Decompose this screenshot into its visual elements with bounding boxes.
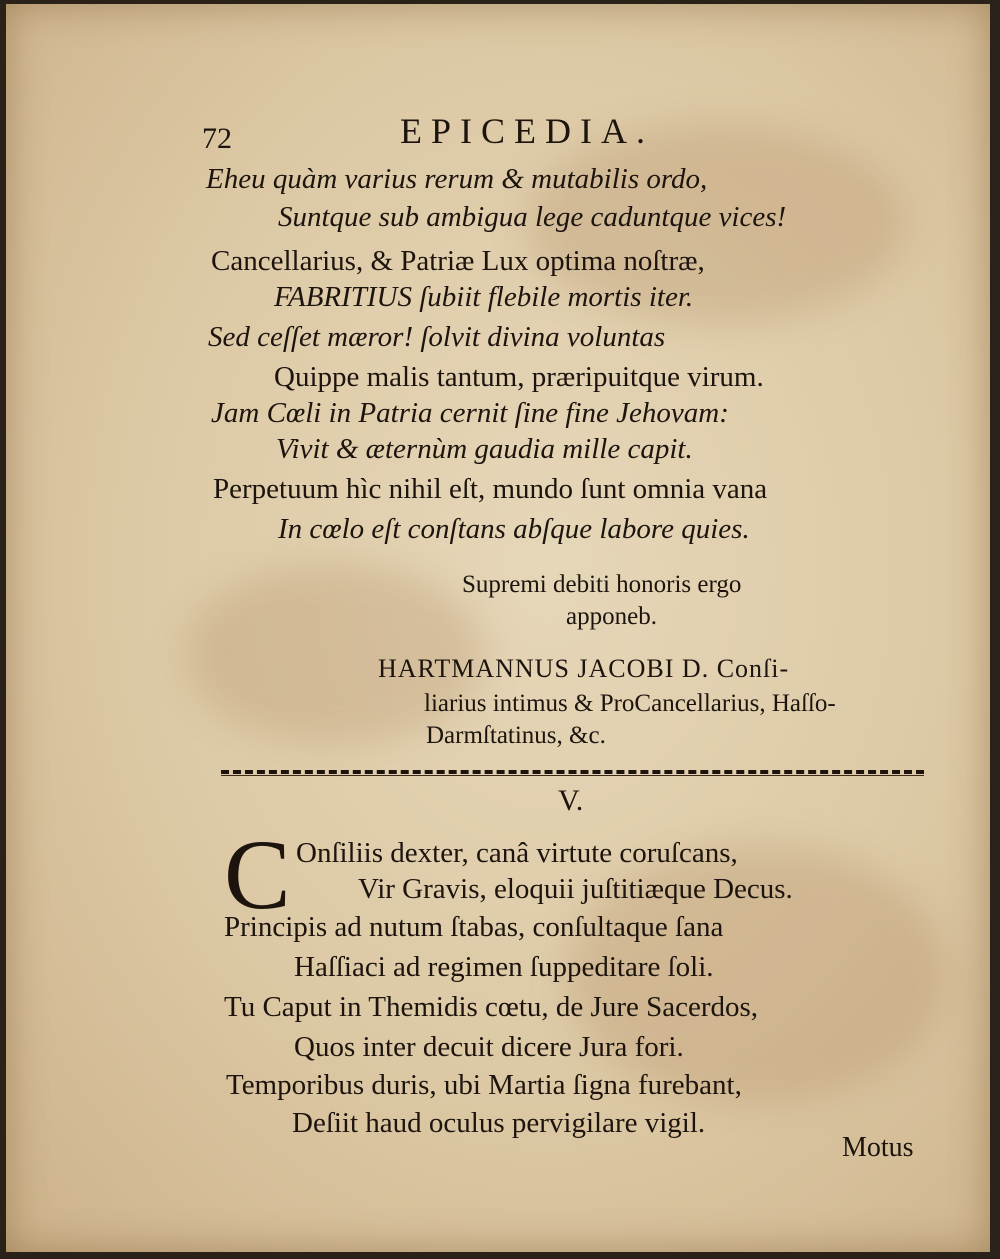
- poem-line: Quos inter decuit dicere Jura fori.: [294, 1031, 684, 1063]
- poem-line: Deſiit haud oculus pervigilare vigil.: [292, 1107, 706, 1139]
- signature-line: liarius intimus & ProCancellarius, Haſſo-: [424, 690, 836, 717]
- poem-line: Perpetuum hìc nihil eſt, mundo ſunt omnia vana: [213, 473, 768, 505]
- signature-line: Darmſtatinus, &c.: [426, 722, 606, 749]
- dedication-line: apponeb.: [566, 603, 657, 630]
- poem-line: Temporibus duris, ubi Martia ſigna furebant,: [226, 1069, 742, 1101]
- section-number: V.: [558, 784, 584, 817]
- poem-line: Vir Gravis, eloquii juſtitiæque Decus.: [358, 873, 793, 905]
- poem-line: Jam Cœli in Patria cernit ſine fine Jehovam:: [211, 397, 729, 429]
- poem-line: Sed ceſſet mæror! ſolvit divina voluntas: [208, 321, 666, 353]
- section-divider-underline: [221, 775, 924, 776]
- poem-line: Tu Caput in Themidis cœtu, de Jure Sacerdos,: [224, 991, 759, 1023]
- catchword: Motus: [842, 1132, 914, 1163]
- poem-line: Quippe malis tantum, præripuitque virum.: [274, 361, 764, 393]
- poem-line: Haſſiaci ad regimen ſuppeditare ſoli.: [294, 951, 714, 983]
- poem-line: Eheu quàm varius rerum & mutabilis ordo,: [206, 163, 708, 195]
- poem-line: Principis ad nutum ſtabas, conſultaque ſana: [224, 911, 724, 943]
- poem-line: Suntque sub ambigua lege caduntque vices!: [278, 201, 787, 233]
- section-divider: [221, 770, 924, 774]
- poem-line: Vivit & æternùm gaudia mille capit.: [276, 433, 693, 465]
- page-number: 72: [202, 122, 232, 155]
- page-title: EPICEDIA.: [400, 111, 654, 151]
- signature-line: HARTMANNUS JACOBI D. Conſi-: [378, 654, 790, 683]
- poem-line: FABRITIUS ſubiit flebile mortis iter.: [274, 281, 694, 313]
- poem-line: In cœlo eſt conſtans abſque labore quies.: [278, 513, 750, 545]
- poem-line: Cancellarius, & Patriæ Lux optima noſtræ,: [211, 245, 705, 277]
- poem-line: Onſiliis dexter, canâ virtute coruſcans,: [296, 837, 738, 869]
- book-page: [6, 4, 990, 1252]
- dedication-line: Supremi debiti honoris ergo: [462, 571, 742, 598]
- drop-cap: C: [224, 819, 291, 930]
